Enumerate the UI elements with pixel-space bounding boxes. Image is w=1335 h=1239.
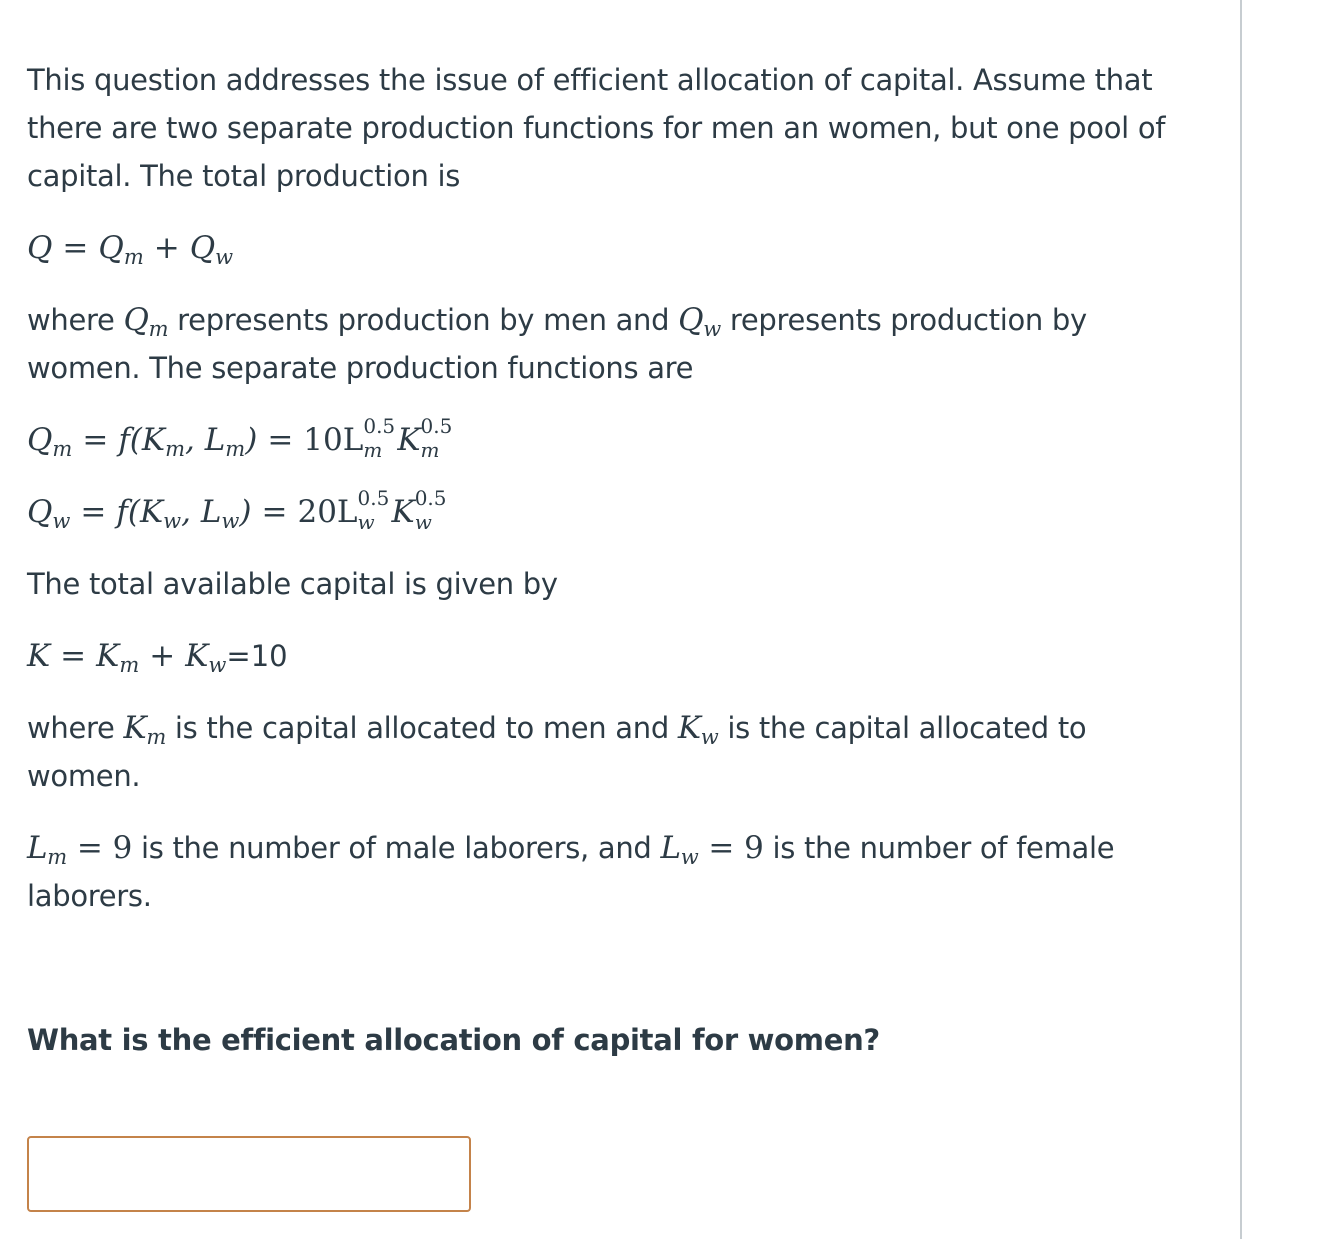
eq-subscript: w (215, 245, 234, 269)
eq-symbol: + (153, 230, 180, 266)
eq-symbol: K (391, 494, 415, 530)
text-fragment: represents production by men and (177, 303, 670, 337)
answer-input[interactable] (27, 1136, 471, 1212)
eq-symbol: ) (239, 494, 252, 530)
eq-symbol: , L (184, 422, 226, 458)
eq-symbol: Q (123, 302, 149, 338)
capital-intro: The total available capital is given by (27, 567, 558, 601)
eq-symbol: = (60, 638, 87, 674)
question-prompt: What is the efficient allocation of capital for women? (27, 1023, 880, 1057)
eq-symbol: + (149, 638, 176, 674)
where-q-paragraph (27, 296, 1207, 392)
eq-symbol: , L (181, 494, 222, 530)
eq-superscript: 0.5 (363, 414, 396, 438)
eq-subscript: w (357, 510, 375, 534)
eq-symbol: K (123, 710, 147, 746)
eq-symbol: f(K (116, 494, 164, 530)
eq-value: 9 (744, 830, 764, 866)
eq-value: =10 (226, 639, 288, 673)
women-production-equation (27, 488, 1207, 536)
eq-symbol: = (267, 422, 294, 458)
eq-subscript: w (52, 509, 71, 533)
eq-subscript: w (163, 509, 182, 533)
eq-symbol: Q (27, 494, 53, 530)
eq-symbol: = (80, 494, 107, 530)
eq-symbol: L (660, 830, 681, 866)
eq-symbol: L (27, 830, 48, 866)
capital-equation (27, 632, 1207, 680)
inline-math (660, 830, 764, 869)
eq-subscript: w (414, 510, 432, 534)
eq-symbol: 20L (297, 494, 358, 530)
page-right-border (1240, 0, 1242, 1239)
eq-symbol: Q (27, 230, 53, 266)
eq-subscript: m (420, 438, 440, 462)
eq-value: 9 (112, 830, 133, 866)
eq-symbol: Q (98, 230, 124, 266)
eq-subscript: w (703, 317, 721, 341)
eq-symbol: Q (27, 422, 53, 458)
text-fragment: is the capital allocated to women. (27, 711, 1087, 793)
inline-math (677, 710, 719, 749)
eq-subscript: w (208, 653, 227, 677)
eq-subscript: m (119, 653, 140, 677)
eq-symbol: K (96, 638, 120, 674)
where-k-paragraph (27, 704, 1207, 800)
text-fragment: where (27, 303, 115, 337)
eq-subscript: m (363, 438, 383, 462)
eq-subscript: w (680, 845, 699, 869)
eq-subscript: m (123, 245, 144, 269)
eq-subscript: m (225, 437, 246, 461)
eq-superscript: 0.5 (357, 486, 390, 510)
eq-symbol: = (62, 230, 89, 266)
eq-superscript: 0.5 (414, 486, 447, 510)
eq-symbol: K (185, 638, 209, 674)
eq-subscript: m (165, 437, 185, 461)
eq-symbol: K (27, 638, 51, 674)
text-fragment: is the capital allocated to men and (174, 711, 669, 745)
total-production-equation (27, 224, 1207, 272)
laborers-paragraph (27, 824, 1207, 920)
eq-symbol: = (261, 494, 288, 530)
eq-symbol: 10L (303, 422, 364, 458)
eq-symbol: = (708, 830, 735, 866)
eq-script-stack (415, 488, 449, 536)
eq-subscript: m (148, 317, 169, 341)
eq-symbol: f(K (118, 422, 166, 458)
men-production-equation (27, 416, 1207, 464)
text-fragment: is the number of male laborers, and (140, 831, 652, 865)
eq-superscript: 0.5 (420, 414, 453, 438)
inline-math (123, 302, 169, 341)
inline-math (27, 830, 133, 869)
eq-symbol: = (76, 830, 103, 866)
eq-subscript: m (52, 437, 73, 461)
eq-symbol: ) (245, 422, 258, 458)
text-fragment: where (27, 711, 115, 745)
eq-script-stack (358, 488, 392, 536)
eq-symbol: K (397, 422, 421, 458)
question-body (27, 56, 1207, 1064)
eq-script-stack (421, 416, 455, 464)
text-fragment: represents production by women. The separate production functions are (27, 303, 1087, 385)
inline-math (123, 710, 166, 749)
eq-symbol: K (677, 710, 701, 746)
eq-subscript: w (221, 509, 240, 533)
eq-script-stack (363, 416, 397, 464)
eq-symbol: Q (189, 230, 216, 266)
intro-paragraph: This question addresses the issue of efficient allocation of capital. Assume that there are two separate production functions for men an women, but one pool of capital. The total production is (27, 63, 1166, 193)
inline-math (678, 302, 721, 341)
text-fragment: is the number of female laborers. (27, 831, 1115, 913)
eq-subscript: m (47, 845, 67, 869)
eq-subscript: m (146, 725, 166, 749)
eq-symbol: Q (678, 302, 704, 338)
eq-subscript: w (700, 725, 719, 749)
eq-symbol: = (82, 422, 109, 458)
